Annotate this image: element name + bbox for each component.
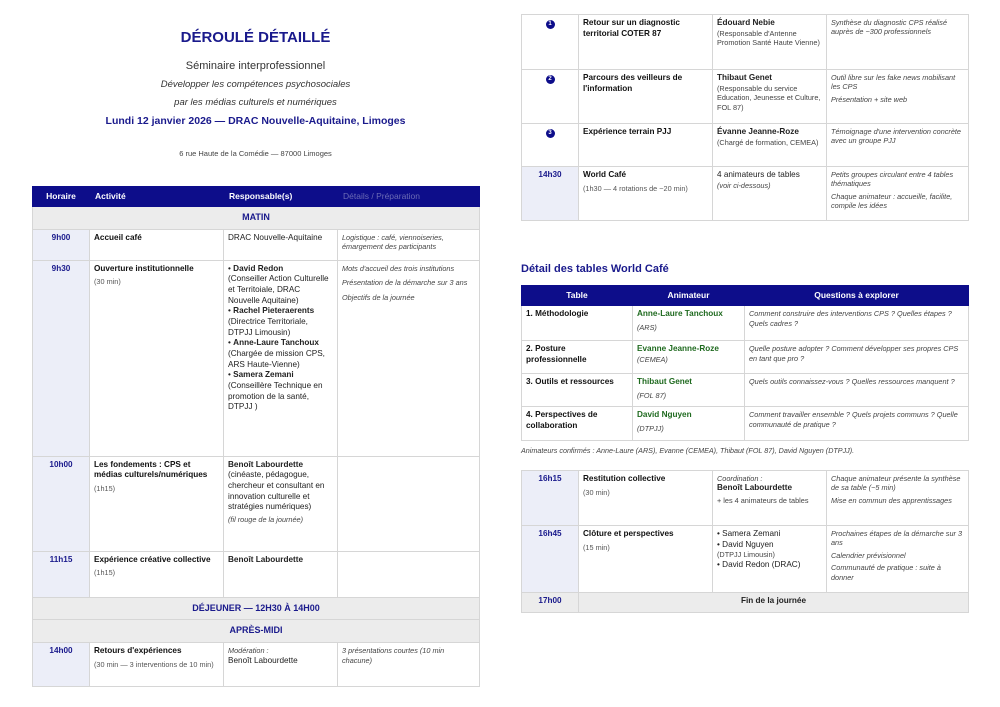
questions-cell: Comment construire des interventions CPS ? Quelles étapes ? Quels cadres ? bbox=[745, 306, 969, 341]
tagline-line-1: Développer les compétences psychosociales bbox=[160, 79, 351, 90]
activity-title: Les fondements : CPS et médias culturels/numériques bbox=[94, 459, 208, 480]
table-row bbox=[522, 167, 969, 221]
speaker: • Anne-Laure Tanchoux bbox=[228, 338, 319, 348]
responsible-name: Édouard Nebie bbox=[717, 18, 775, 27]
activity-cell: Retour sur un diagnostic territorial COTER 87 bbox=[579, 15, 713, 70]
number-badge: 1 bbox=[546, 20, 555, 29]
speaker: • David Redon bbox=[228, 263, 284, 273]
responsible-cell bbox=[713, 471, 827, 526]
program-continued-wrapper bbox=[521, 14, 968, 221]
activity-title: Ouverture institutionnelle bbox=[94, 263, 194, 273]
responsible-note: (voir ci-dessous) bbox=[717, 180, 771, 190]
activity-cell bbox=[579, 167, 713, 221]
activity-title: World Café bbox=[583, 170, 627, 179]
questions-cell: Quelle posture adopter ? Comment développer ses propres CPS en tant que pro ? bbox=[745, 341, 969, 374]
col-header-responsible: Responsable(s) bbox=[224, 187, 338, 207]
responsible-name: Benoît Labourdette bbox=[228, 655, 298, 665]
time-cell: 14h30 bbox=[522, 167, 579, 221]
responsible-cell: Benoît Labourdette bbox=[224, 551, 338, 597]
animator-org: (CEMEA) bbox=[637, 354, 668, 364]
activity-duration: (1h30 — 4 rotations de ~20 min) bbox=[583, 183, 688, 193]
responsible-cell bbox=[713, 124, 827, 167]
activity-duration: (30 min — 3 interventions de 10 min) bbox=[94, 659, 214, 669]
responsible-cell bbox=[224, 643, 338, 687]
time-cell: 16h45 bbox=[522, 526, 579, 593]
details-cell bbox=[338, 551, 480, 597]
questions-cell: Comment travailler ensemble ? Quels projets communs ? Quelle communauté de pratique ? bbox=[745, 407, 969, 441]
table-row bbox=[522, 471, 969, 526]
program-continued-table bbox=[521, 14, 969, 221]
world-cafe-table bbox=[521, 285, 969, 441]
col-header-animator: Animateur bbox=[633, 286, 745, 306]
detail-line: Mots d'accueil des trois institutions bbox=[342, 263, 455, 273]
col-header-time: Horaire bbox=[33, 187, 90, 207]
table-row bbox=[522, 374, 969, 407]
animator-name: Anne-Laure Tanchoux bbox=[637, 309, 723, 319]
responsible-name: Benoît Labourdette bbox=[717, 483, 793, 493]
table-row bbox=[522, 526, 969, 593]
col-header-activity: Activité bbox=[90, 187, 224, 207]
speaker-name: David Nguyen bbox=[722, 539, 774, 549]
table-row bbox=[522, 70, 969, 124]
responsible-name: 4 animateurs de tables bbox=[717, 170, 800, 179]
activity-duration: (30 min) bbox=[94, 277, 121, 287]
time-cell: 11h15 bbox=[33, 551, 90, 597]
speaker-name: Rachel Pieteraerents bbox=[233, 306, 315, 316]
activity-duration: (15 min) bbox=[583, 542, 610, 552]
table-row bbox=[33, 456, 480, 551]
responsible-name: Thibaut Genet bbox=[717, 73, 773, 82]
speaker: • Samera Zemani bbox=[717, 529, 781, 538]
world-cafe-table-wrapper bbox=[521, 285, 968, 441]
detail-line: Prochaines étapes de la démarche sur 3 ans bbox=[831, 529, 963, 548]
activity-duration: (30 min) bbox=[583, 487, 610, 497]
table-row bbox=[33, 229, 480, 260]
detail-line: Outil libre sur les fake news mobilisant les CPS bbox=[831, 73, 956, 92]
col-header-table: Table bbox=[522, 286, 633, 306]
detail-line: Chaque animateur : accueille, facilite, compile les idées bbox=[831, 191, 953, 211]
responsible-role: (Chargé de formation, CEMEA) bbox=[717, 137, 819, 147]
responsible-cell bbox=[224, 260, 338, 456]
activity-cell bbox=[579, 526, 713, 593]
table-name: 1. Méthodologie bbox=[522, 306, 633, 341]
detail-line: Présentation + site web bbox=[831, 94, 908, 104]
table-row bbox=[522, 124, 969, 167]
details-cell: Synthèse du diagnostic CPS réalisé auprès de ~300 professionnels bbox=[827, 15, 969, 70]
time-cell: 16h15 bbox=[522, 471, 579, 526]
animator-org: (ARS) bbox=[637, 322, 657, 332]
responsible-name: Benoît Labourdette bbox=[228, 459, 304, 469]
section-lunch: DÉJEUNER — 12H30 À 14H00 bbox=[33, 597, 480, 620]
speaker: • Rachel Pieteraerents bbox=[228, 306, 315, 316]
animator-org: (DTPJJ) bbox=[637, 423, 664, 433]
number-badge: 2 bbox=[546, 75, 555, 84]
table-row bbox=[522, 407, 969, 441]
activity-cell bbox=[90, 260, 224, 456]
responsible-cell bbox=[713, 15, 827, 70]
table-name: 2. Posture professionnelle bbox=[522, 341, 633, 374]
activity-duration: (1h15) bbox=[94, 484, 116, 494]
animator-cell bbox=[633, 341, 745, 374]
details-cell: Logistique : café, viennoiseries, émargement des participants bbox=[338, 229, 480, 260]
animator-org: (FOL 87) bbox=[637, 390, 667, 400]
world-cafe-title: Détail des tables World Café bbox=[521, 263, 669, 275]
program-header-row bbox=[33, 187, 480, 207]
responsible-cell bbox=[713, 167, 827, 221]
details-cell bbox=[827, 471, 969, 526]
speaker: • David Redon (DRAC) bbox=[717, 559, 801, 569]
time-cell: 9h30 bbox=[33, 260, 90, 456]
col-header-details: Détails / Préparation bbox=[338, 187, 480, 207]
number-cell bbox=[522, 124, 579, 167]
animator-name: David Nguyen bbox=[637, 410, 692, 420]
speaker-name: Anne-Laure Tanchoux bbox=[233, 338, 319, 348]
responsible-label: Coordination : bbox=[717, 474, 763, 483]
activity-title: Restitution collective bbox=[583, 474, 666, 483]
detail-line: Mise en commun des apprentissages bbox=[831, 495, 952, 505]
questions-cell: Quels outils connaissez-vous ? Quelles ressources manquent ? bbox=[745, 374, 969, 407]
speaker-name: David Redon (DRAC) bbox=[722, 559, 801, 569]
responsible-cell bbox=[224, 456, 338, 551]
animator-cell bbox=[633, 407, 745, 441]
time-cell: 14h00 bbox=[33, 643, 90, 687]
closing-table-wrapper bbox=[521, 470, 968, 613]
activity-cell bbox=[579, 471, 713, 526]
page-title: DÉROULÉ DÉTAILLÉ bbox=[180, 29, 331, 46]
animators-confirmed: Animateurs confirmés : Anne-Laure (ARS), Evanne (CEMEA), Thibaut (FOL 87), David Nguyen (DTPJJ). bbox=[521, 446, 855, 455]
speaker-role: (Chargée de mission CPS, ARS Haute-Vienne) bbox=[228, 348, 325, 369]
number-cell bbox=[522, 15, 579, 70]
event-date: Lundi 12 janvier 2026 — DRAC Nouvelle-Aquitaine, Limoges bbox=[105, 115, 406, 127]
activity-cell bbox=[90, 456, 224, 551]
responsible-role: (Responsable du service Education, Jeunesse et Culture, FOL 87) bbox=[717, 83, 821, 112]
detail-line: Communauté de pratique : suite à donner bbox=[831, 563, 941, 582]
animator-name: Thibaut Genet bbox=[637, 377, 693, 387]
world-cafe-header-row bbox=[522, 286, 969, 306]
table-row bbox=[33, 643, 480, 687]
details-cell bbox=[338, 456, 480, 551]
table-row bbox=[33, 260, 480, 456]
section-morning: MATIN bbox=[33, 207, 480, 230]
detail-line: Chaque animateur présente la synthèse de sa table (~5 min) bbox=[831, 474, 961, 493]
tagline-line-2: par les médias culturels et numériques bbox=[174, 97, 337, 108]
activity-cell: Accueil café bbox=[90, 229, 224, 260]
number-cell bbox=[522, 70, 579, 124]
activity-cell: Expérience terrain PJJ bbox=[579, 124, 713, 167]
table-name: 4. Perspectives de collaboration bbox=[522, 407, 633, 441]
activity-title: Expérience créative collective bbox=[94, 554, 211, 564]
closing-table bbox=[521, 470, 969, 613]
activity-cell bbox=[90, 551, 224, 597]
responsible-label: Modération : bbox=[228, 646, 269, 656]
time-cell: 10h00 bbox=[33, 456, 90, 551]
animator-cell bbox=[633, 374, 745, 407]
details-cell bbox=[827, 70, 969, 124]
detail-line: Présentation de la démarche sur 3 ans bbox=[342, 278, 468, 288]
detail-line: Petits groupes circulant entre 4 tables thématiques bbox=[831, 170, 954, 189]
table-row bbox=[522, 306, 969, 341]
speaker-role: (Conseillère Technique en promotion de la santé, DTPJJ ) bbox=[228, 380, 323, 412]
activity-title: Clôture et perspectives bbox=[583, 529, 674, 538]
speaker: • Samera Zemani bbox=[228, 370, 294, 380]
animator-cell bbox=[633, 306, 745, 341]
table-row bbox=[33, 551, 480, 597]
page-subtitle: Séminaire interprofessionnel bbox=[185, 60, 326, 72]
responsible-cell bbox=[713, 526, 827, 593]
activity-cell bbox=[90, 643, 224, 687]
number-badge: 3 bbox=[546, 129, 555, 138]
details-cell bbox=[338, 260, 480, 456]
responsible-description: (cinéaste, pédagogue, chercheur et consultant en innovation culturelle et stratégies numériques) bbox=[228, 470, 325, 512]
table-row bbox=[522, 15, 969, 70]
responsible-cell: DRAC Nouvelle-Aquitaine bbox=[224, 229, 338, 260]
event-address: 6 rue Haute de la Comédie — 87000 Limoges bbox=[179, 149, 332, 158]
table-row bbox=[522, 341, 969, 374]
speaker: • David Nguyen bbox=[717, 539, 774, 549]
activity-title: Retours d'expériences bbox=[94, 646, 182, 656]
activity-cell: Parcours des veilleurs de l'information bbox=[579, 70, 713, 124]
time-cell: 17h00 bbox=[522, 593, 579, 613]
responsible-role: (Responsable d'Antenne Promotion Santé Haute Vienne) bbox=[717, 28, 820, 48]
details-cell: 3 présentations courtes (10 min chacune) bbox=[338, 643, 480, 687]
speaker-role: (Directrice Territoriale, DTPJJ Limousin) bbox=[228, 317, 308, 337]
details-cell bbox=[827, 167, 969, 221]
program-table-wrapper bbox=[32, 186, 479, 687]
responsible-extra: + les 4 animateurs de tables bbox=[717, 496, 809, 506]
program-table bbox=[32, 186, 480, 687]
activity-duration: (1h15) bbox=[94, 568, 116, 578]
time-cell: 9h00 bbox=[33, 229, 90, 260]
end-of-day: Fin de la journée bbox=[579, 593, 969, 613]
speaker-name: Samera Zemani bbox=[233, 370, 294, 380]
responsible-cell bbox=[713, 70, 827, 124]
responsible-name: Évanne Jeanne-Roze bbox=[717, 127, 799, 136]
speaker-org: (DTPJJ Limousin) bbox=[717, 550, 775, 560]
animator-name: Evanne Jeanne-Roze bbox=[637, 344, 719, 354]
table-name: 3. Outils et ressources bbox=[522, 374, 633, 407]
speaker-name: David Redon bbox=[233, 263, 284, 273]
col-header-questions: Questions à explorer bbox=[745, 286, 969, 306]
detail-line: Calendrier prévisionnel bbox=[831, 550, 906, 560]
speaker-name: Samera Zemani bbox=[722, 529, 781, 538]
details-cell: Témoignage d'une intervention concrète avec un groupe PJJ bbox=[827, 124, 969, 167]
speaker-role: (Conseiller Action Culturelle et Territoiale, DRAC Nouvelle Aquitaine) bbox=[228, 274, 329, 305]
detail-line: Objectifs de la journée bbox=[342, 292, 415, 302]
responsible-note: (fil rouge de la journée) bbox=[228, 515, 304, 525]
details-cell bbox=[827, 526, 969, 593]
table-row bbox=[522, 593, 969, 613]
section-afternoon: APRÈS-MIDI bbox=[33, 620, 480, 643]
